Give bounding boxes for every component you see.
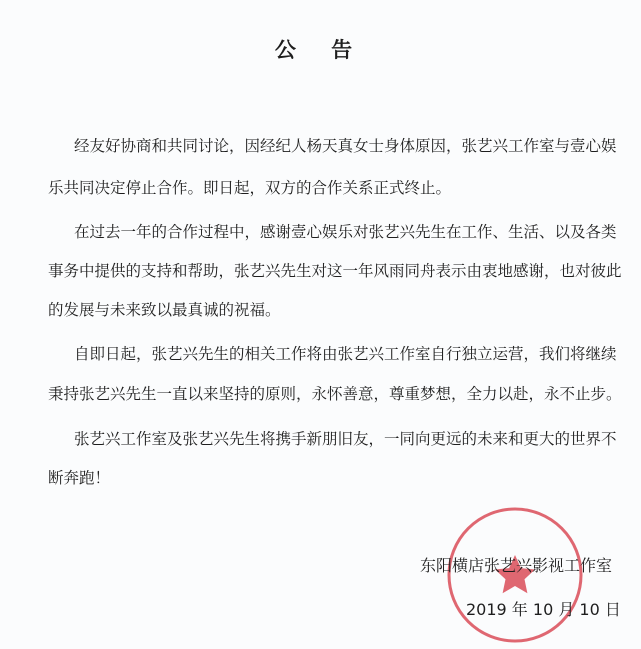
signature-organization: 东阳横店张艺兴影视工作室 (420, 556, 613, 575)
paragraph-2-line-1: 在过去一年的合作过程中，感谢壹心娱乐对张艺兴先生在工作、生活、以及各类 (74, 223, 617, 241)
paragraph-2-line-2: 事务中提供的支持和帮助，张艺兴先生对这一年风雨同舟表示由衷地感谢，也对彼此 (48, 262, 622, 280)
paragraph-3-line-1: 自即日起，张艺兴先生的相关工作将由张艺兴工作室自行独立运营，我们将继续 (74, 345, 617, 363)
paragraph-2-line-3: 的发展与未来致以最真诚的祝福。 (48, 301, 281, 319)
paragraph-1-line-1: 经友好协商和共同讨论，因经纪人杨天真女士身体原因，张艺兴工作室与壹心娱 (74, 137, 617, 155)
paragraph-3-line-2: 秉持张艺兴先生一直以来坚持的原则，永怀善意，尊重梦想，全力以赴，永不止步。 (48, 385, 622, 403)
notice-title: 公 告 (274, 38, 367, 62)
paragraph-1-line-2: 乐共同决定停止合作。即日起，双方的合作关系正式终止。 (48, 179, 452, 197)
paragraph-4-line-2: 断奔跑！ (48, 469, 111, 487)
paragraph-4-line-1: 张艺兴工作室及张艺兴先生将携手新朋旧友，一同向更远的未来和更大的世界不 (74, 430, 617, 448)
signature-date: 2019 年 10 月 10 日 (466, 600, 621, 619)
